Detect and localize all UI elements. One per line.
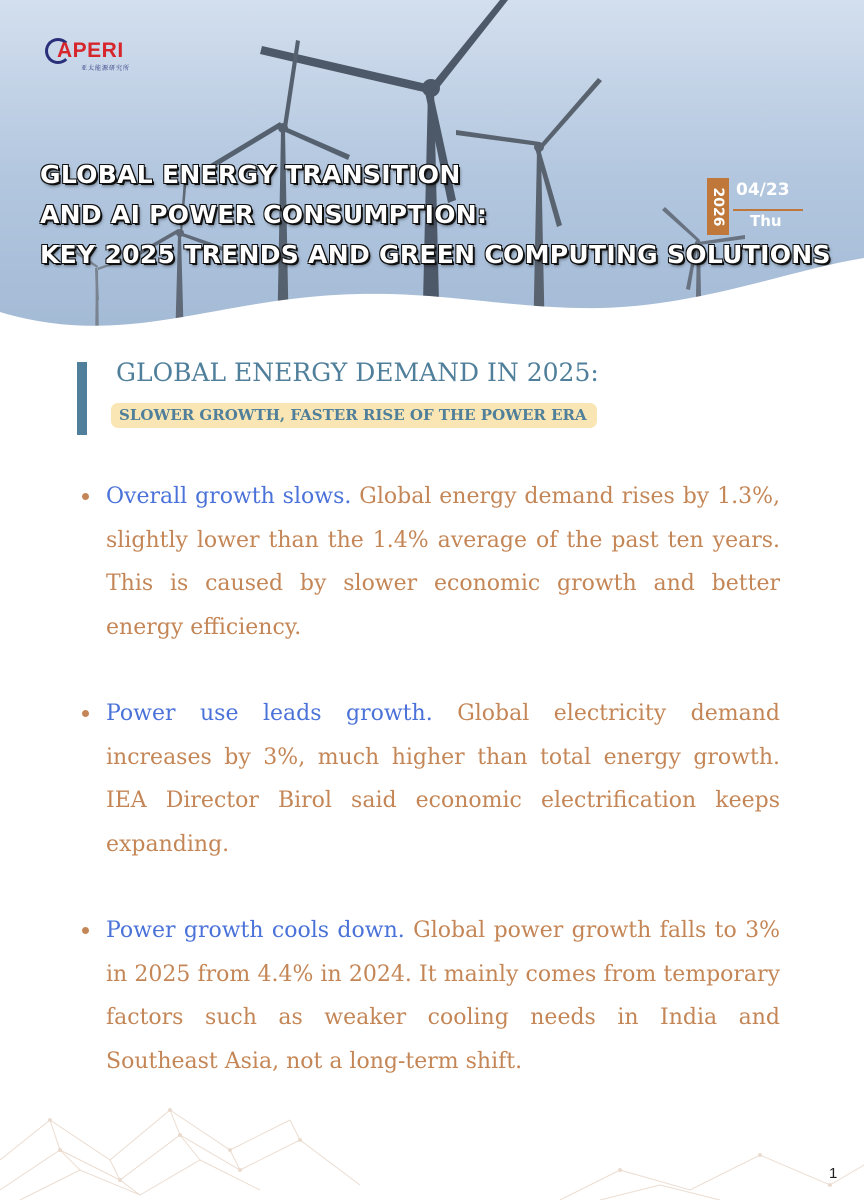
bullet-lead: Power use leads growth. bbox=[106, 701, 433, 726]
bullet-item-power-use bbox=[80, 692, 780, 866]
hero-wave-divider bbox=[0, 250, 864, 345]
date-year-badge bbox=[707, 178, 729, 235]
section-title: GLOBAL ENERGY DEMAND IN 2025: bbox=[116, 358, 599, 387]
page-number: 1 bbox=[829, 1165, 838, 1182]
hero-banner bbox=[0, 0, 864, 345]
date-year: 2026 bbox=[710, 187, 726, 226]
section-accent-bar bbox=[77, 362, 87, 435]
bullet-lead: Overall growth slows. bbox=[106, 484, 352, 509]
title-line-1: GLOBAL ENERGY TRANSITION bbox=[40, 160, 461, 189]
aperi-logo bbox=[45, 38, 140, 78]
date-divider bbox=[733, 209, 803, 211]
bullet-text: Global energy demand rises by 1.3%, slightly lower than the 1.4% average of the past ten years. This is caused by slower economic growth and better energy efficiency. bbox=[106, 484, 780, 640]
bullet-item-overall-growth bbox=[80, 475, 780, 649]
date-weekday: Thu bbox=[750, 212, 782, 230]
bullet-text: Global electricity demand increases by 3%, much higher than total energy growth. IEA Director Birol said economic electrification keeps expanding. bbox=[106, 701, 780, 857]
logo-text: APERI bbox=[57, 39, 124, 62]
title-line-3: KEY 2025 TRENDS AND GREEN COMPUTING SOLUTIONS bbox=[40, 240, 831, 269]
bullet-text: Global power growth falls to 3% in 2025 from 4.4% in 2024. It mainly comes from temporary factors such as weaker cooling needs in India and Southeast Asia, not a long-term shift. bbox=[106, 918, 781, 1074]
bullet-list bbox=[80, 475, 780, 1083]
bullet-lead: Power growth cools down. bbox=[106, 918, 405, 943]
bullet-dot-icon bbox=[82, 493, 89, 500]
bullet-dot-icon bbox=[82, 710, 89, 717]
section-subtitle: SLOWER GROWTH, FASTER RISE OF THE POWER ERA bbox=[111, 403, 597, 428]
footer-network-pattern bbox=[0, 1040, 864, 1200]
bullet-dot-icon bbox=[82, 927, 89, 934]
logo-subtext: 亚太能源研究所 bbox=[81, 66, 131, 72]
date-month-day: 04/23 bbox=[736, 180, 790, 200]
title-line-2: AND AI POWER CONSUMPTION: bbox=[40, 200, 488, 229]
